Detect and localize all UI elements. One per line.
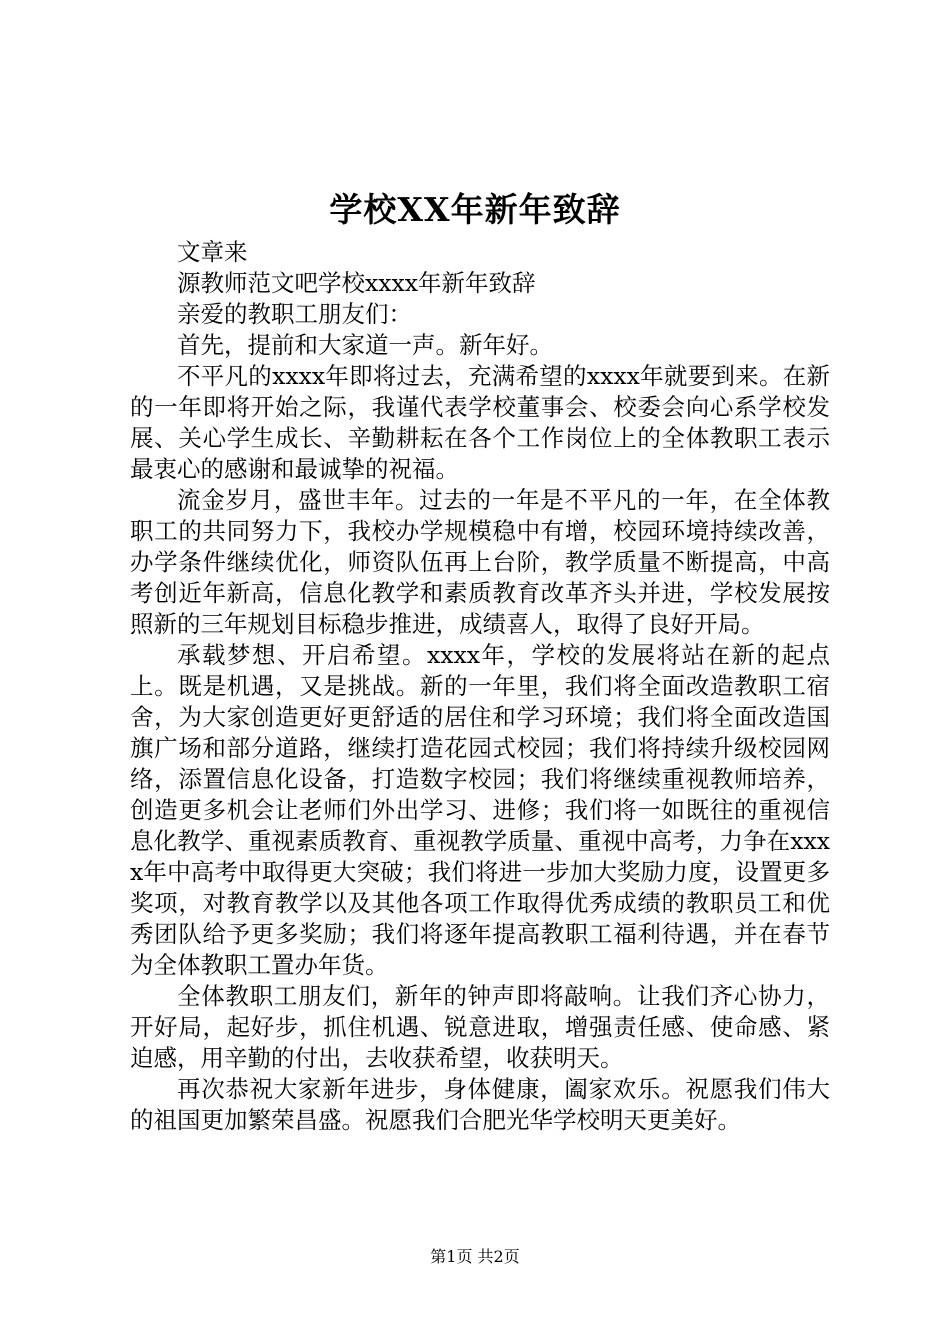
- paragraph-source-2: 源教师范文吧学校xxxx年新年致辞: [177, 269, 536, 297]
- paragraph-call-to-action: 全体教职工朋友们，新年的钟声即将敲响。让我们齐心协力，开好局，起好步，抓住机遇、锐意进取，增强责任感、使命感、紧迫感，用辛勤的付出，去收获希望，收获明天。: [130, 982, 830, 1072]
- document-body: [130, 237, 830, 1136]
- paragraph-review: 流金岁月，盛世丰年。过去的一年是不平凡的一年，在全体教职工的共同努力下，我校办学规模稳中有增，校园环境持续改善，办学条件继续优化，师资队伍再上台阶，教学质量不断提高，中高考创近年新高，信息化教学和素质教育改革齐头并进，学校发展按照新的三年规划目标稳步推进，成绩喜人，取得了良好开局。: [130, 486, 830, 638]
- document-title: 学校XX年新年致辞: [329, 190, 621, 229]
- paragraph-greeting: 亲爱的教职工朋友们：: [177, 300, 412, 328]
- paragraph-source-1: 文章来: [177, 238, 248, 266]
- paragraph-opening: 首先，提前和大家道一声。新年好。: [177, 331, 553, 359]
- page-footer: 第1页 共2页: [430, 1247, 520, 1266]
- paragraph-wishes: 再次恭祝大家新年进步，身体健康，阖家欢乐。祝愿我们伟大的祖国更加繁荣昌盛。祝愿我们合肥光华学校明天更美好。: [130, 1075, 830, 1134]
- paragraph-plans: 承载梦想、开启希望。xxxx年，学校的发展将站在新的起点上。既是机遇，又是挑战。新的一年里，我们将全面改造教职工宿舍，为大家创造更好更舒适的居住和学习环境；我们将全面改造国旗广场和部分道路，继续打造花园式校园；我们将持续升级校园网络，添置信息化设备，打造数字校园；我们将继续重视教师培养，创造更多机会让老师们外出学习、进修；我们将一如既往的重视信息化教学、重视素质教育、重视教学质量、重视中高考，力争在xxxx年中高考中取得更大突破；我们将进一步加大奖励力度，设置更多奖项，对教育教学以及其他各项工作取得优秀成绩的教职员工和优秀团队给予更多奖励；我们将逐年提高教职工福利待遇，并在春节为全体教职工置办年货。: [130, 641, 830, 979]
- paragraph-thanks: 不平凡的xxxx年即将过去，充满希望的xxxx年就要到来。在新的一年即将开始之际，我谨代表学校董事会、校委会向心系学校发展、关心学生成长、辛勤耕耘在各个工作岗位上的全体教职工表示最衷心的感谢和最诚挚的祝福。: [130, 362, 830, 483]
